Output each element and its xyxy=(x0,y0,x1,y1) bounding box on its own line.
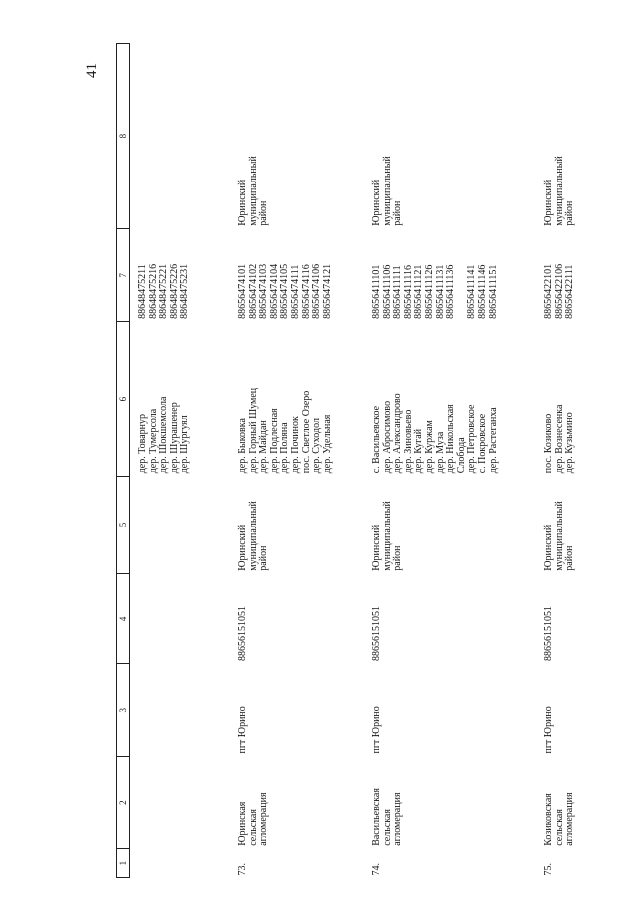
table-row-continuation xyxy=(130,44,233,878)
name-line: агломерация xyxy=(258,792,270,846)
district-line: Юринский xyxy=(237,179,248,226)
center-code: 88656151051 xyxy=(543,605,554,661)
district-name-2 xyxy=(232,44,366,229)
district-line: муниципальный xyxy=(247,501,259,571)
table-row xyxy=(366,44,538,878)
settlement: дер. Александрово xyxy=(392,393,404,474)
district-line: Юринский xyxy=(371,179,382,226)
rotated-table-container xyxy=(116,43,586,878)
name-line: сельская xyxy=(553,809,565,846)
code: 88648475221 xyxy=(158,263,170,319)
settlement: дер. Петровское xyxy=(466,404,478,474)
district-line: район xyxy=(564,200,576,226)
name-line: агломерация xyxy=(564,792,576,846)
settlement: дер. Суходол xyxy=(311,418,323,474)
code: 88656474104 xyxy=(268,263,280,319)
code: 88656474101 xyxy=(237,263,248,319)
settlement: дер. Товарнур xyxy=(137,414,148,474)
district-line: муниципальный xyxy=(247,156,259,226)
settlement: дер. Растеганха xyxy=(487,407,499,474)
code: 88656411106 xyxy=(381,264,393,319)
settlements-cell xyxy=(366,322,538,476)
district-line: муниципальный xyxy=(553,501,565,571)
settlement: Слобода xyxy=(455,437,467,474)
district-line: Юринский xyxy=(543,179,554,226)
code: 88656411121 xyxy=(413,264,425,319)
district-name xyxy=(538,476,594,573)
district-line: муниципальный xyxy=(553,156,565,226)
center-name: пгт Юрино xyxy=(371,706,382,754)
code: 88656411151 xyxy=(487,264,499,319)
district-line: район xyxy=(258,545,270,571)
settlement: дер. Тумерсола xyxy=(147,408,159,474)
settlement: дер. Никольская xyxy=(445,404,457,474)
district-line: район xyxy=(392,545,404,571)
settlement: пос. Светлое Озеро xyxy=(300,390,312,474)
codes-cell xyxy=(130,229,233,322)
code: 88648475231 xyxy=(179,263,191,319)
district-line: муниципальный xyxy=(381,501,393,571)
cell-empty xyxy=(130,664,233,757)
header-col-8: 8 xyxy=(117,44,130,229)
name-line: Васильевская xyxy=(371,788,382,846)
code: 88656422111 xyxy=(564,264,576,319)
row-number: 73. xyxy=(237,863,248,876)
settlement: дер. Майдан xyxy=(258,420,270,474)
settlement: дер. Кугай xyxy=(413,428,425,474)
settlement: пос. Козиково xyxy=(543,413,554,474)
row-number: 75. xyxy=(543,863,554,876)
code: 88648475226 xyxy=(168,263,180,319)
district-line: район xyxy=(258,200,270,226)
code: 88656474105 xyxy=(279,263,291,319)
center-name: пгт Юрино xyxy=(237,706,248,754)
agglomeration-name xyxy=(538,757,594,849)
district-line: Юринский xyxy=(237,524,248,571)
header-col-1: 1 xyxy=(117,849,130,878)
district-line: район xyxy=(392,200,404,226)
settlement: дер. Поляна xyxy=(279,422,291,474)
cell-empty xyxy=(130,476,233,573)
code: 88656474102 xyxy=(247,263,259,319)
table-row xyxy=(232,44,366,878)
settlement: дер. Абросимово xyxy=(381,400,393,474)
name-line: Козиковская xyxy=(543,793,554,846)
code: 88656474103 xyxy=(258,263,270,319)
code: 88656411136 xyxy=(445,264,457,319)
cell-empty xyxy=(130,849,233,878)
row-number: 74. xyxy=(371,863,382,876)
codes-cell xyxy=(232,229,366,322)
header-col-5: 5 xyxy=(117,476,130,573)
settlement: дер. Быковка xyxy=(237,418,248,474)
name-line: агломерация xyxy=(392,792,404,846)
district-line: район xyxy=(564,545,576,571)
code: 88656411146 xyxy=(476,264,488,319)
settlement: дер. Муза xyxy=(434,431,446,474)
header-col-2: 2 xyxy=(117,757,130,849)
code: 88656422106 xyxy=(553,263,565,319)
code: 88656474121 xyxy=(321,263,333,319)
settlements-cell xyxy=(538,322,594,476)
code: 88656411101 xyxy=(371,264,382,319)
settlement: дер. Зиновьево xyxy=(402,409,414,474)
code: 88656422101 xyxy=(543,263,554,319)
settlement: дер. Шургуял xyxy=(179,415,191,474)
code: 88656411126 xyxy=(423,264,435,319)
settlement: дер. Вознесенка xyxy=(553,404,565,474)
settlement: дер. Кузьмино xyxy=(564,412,576,474)
agglomeration-name xyxy=(366,757,538,849)
code: 88656411141 xyxy=(466,264,478,319)
settlement: дер. Куржам xyxy=(423,420,435,474)
settlement: дер. Удельная xyxy=(321,414,333,474)
settlement: с. Покровское xyxy=(476,413,488,474)
codes-cell xyxy=(538,229,594,322)
code: 88656474106 xyxy=(311,263,323,319)
header-col-4: 4 xyxy=(117,574,130,664)
header-col-7: 7 xyxy=(117,229,130,322)
code: 88656474116 xyxy=(300,264,312,319)
header-col-3: 3 xyxy=(117,664,130,757)
codes-cell xyxy=(366,229,538,322)
settlement: дер. Горный Шумец xyxy=(247,387,259,474)
name-line: сельская xyxy=(381,809,393,846)
code: 88656474111 xyxy=(289,264,301,319)
agglomeration-name xyxy=(232,757,366,849)
center-code: 88656151051 xyxy=(371,605,382,661)
district-name-2 xyxy=(538,44,594,229)
district-name-2 xyxy=(366,44,538,229)
table-row xyxy=(538,44,594,878)
settlement: дер. Починок xyxy=(289,416,301,474)
cell-empty xyxy=(130,574,233,664)
settlements-cell xyxy=(232,322,366,476)
district-line: Юринский xyxy=(543,524,554,571)
cell-empty xyxy=(130,757,233,849)
district-name xyxy=(366,476,538,573)
header-row xyxy=(117,44,130,878)
page-number: 41 xyxy=(84,63,100,78)
header-col-6: 6 xyxy=(117,322,130,476)
district-name xyxy=(232,476,366,573)
code: 88648475216 xyxy=(147,263,159,319)
code: 88648475211 xyxy=(137,264,148,319)
code: 88656411116 xyxy=(402,265,414,319)
settlement: дер. Шурашенер xyxy=(168,402,180,474)
district-line: Юринский xyxy=(371,524,382,571)
agglomeration-table xyxy=(116,43,594,878)
code: 88656411131 xyxy=(434,264,446,319)
district-line: муниципальный xyxy=(381,156,393,226)
center-name: пгт Юрино xyxy=(543,706,554,754)
name-line: Юринская xyxy=(237,801,248,846)
settlement: дер. Подлесная xyxy=(268,408,280,474)
settlement: с. Васильевское xyxy=(371,405,382,474)
settlements-cell xyxy=(130,322,233,476)
settlement: дер. Шокшемсола xyxy=(158,396,170,474)
name-line: сельская xyxy=(247,809,259,846)
center-code: 88656151051 xyxy=(237,605,248,661)
cell-empty xyxy=(130,44,233,229)
code: 88656411111 xyxy=(392,265,404,319)
